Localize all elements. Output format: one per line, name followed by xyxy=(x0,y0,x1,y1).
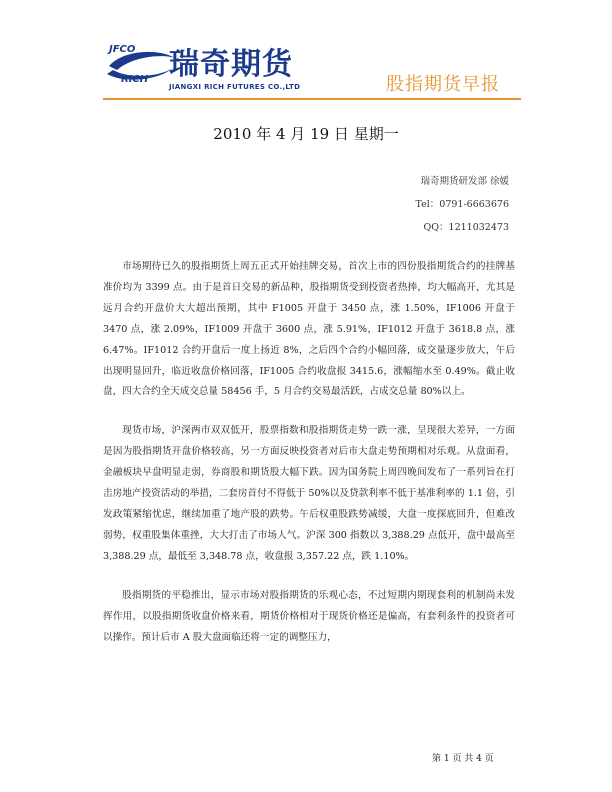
report-name: 股指期货早报 xyxy=(386,74,500,95)
paragraph-outlook: 股指期货的平稳推出，显示市场对股指期货的乐观心态，不过短期内期现套利的机制尚未发挥作用，以股指期货收盘价格来看，期货价格相对于现货价格还是偏高，有套利条件的投资者可以操作。预计后市 A 股大盘面临还将一定的调整压力， xyxy=(103,589,515,643)
qq-line: QQ：1211032473 xyxy=(423,222,509,233)
header-divider xyxy=(103,98,521,100)
logo-english-name: JIANGXI RICH FUTURES CO.,LTD xyxy=(169,83,301,91)
report-date-title: 2010 年 4 月 19 日 星期一 xyxy=(213,125,399,143)
company-logo xyxy=(103,40,303,96)
paragraph-futures-review: 市场期待已久的股指期货上周五正式开始挂牌交易，首次上市的四份股指期货合约的挂牌基准价均为 3399 点。由于是首日交易的新品种，股指期货受到投资者热捧，均大幅高开，尤其是远月合约开盘价大大超出预期，其中 F1005 开盘于 3450 点，涨 1.50%，IF1006 开盘于 3470 点，涨 2.09%，IF1009 开盘于 3600 点，涨 5.91%，IF1012 开盘于 3618.8 点，涨 6.47%。IF1012 合约开盘后一度上扬近 8%，之后四个合约小幅回落，成交量逐步放大，午后出现明显回升，临近收盘价格回落，IF1005 合约收盘报 3415.6，涨幅缩水至 0.49%。截止收盘，四大合约全天成交总量 58456 手，5 月合约交易最活跃，占成交总量 80%以上。 xyxy=(103,261,515,398)
telephone-line: Tel：0791-6663676 xyxy=(415,199,509,210)
logo-chinese-name: 瑞奇期货 xyxy=(169,47,293,82)
paragraph-spot-market: 现货市场，沪深两市双双低开，股票指数和股指期货走势一跌一涨，呈现很大差异，一方面是因为股指期货开盘价格较高，另一方面反映投资者对后市大盘走势预期相对乐观。从盘面看，金融板块早盘明显走弱，券商股和期货股大幅下跌。因为国务院上周四晚间发布了一系列旨在打击房地产投资活动的举措，二套房首付不得低于 50%以及贷款利率不低于基准利率的 1.1 倍，引发政策紧缩忧虑，继续加重了地产股的跌势。午后权重股跌势减缓，大盘一度探底回升，但难改弱势，权重股集体重挫，大大打击了市场人气。沪深 300 指数以 3,388.29 点低开，盘中最高至 3,388.29 点，最低至 3,348.78 点，收盘报 3,357.22 点，跌 1.10%。 xyxy=(103,425,515,562)
report-header xyxy=(0,0,612,110)
logo-mark-top: JFCO xyxy=(109,44,136,55)
report-body xyxy=(103,257,515,666)
author-line: 瑞奇期货研发部 徐媛 xyxy=(420,176,509,187)
page-number: 第 1 页 共 4 页 xyxy=(432,754,494,764)
logo-mark-bottom: RICH xyxy=(121,74,149,85)
